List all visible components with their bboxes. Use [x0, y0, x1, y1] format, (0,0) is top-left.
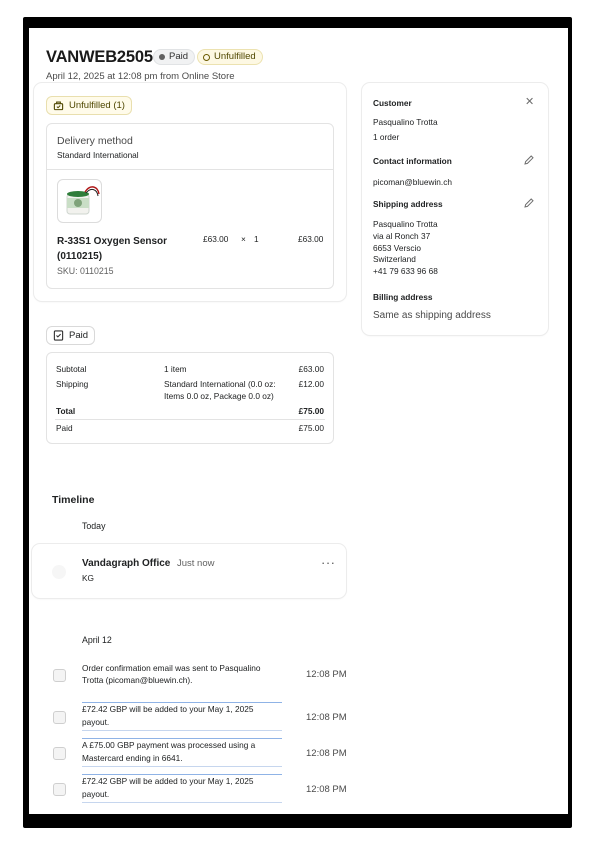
more-horizontal-icon[interactable]: ···: [321, 555, 336, 570]
customer-heading: Customer: [373, 98, 412, 108]
timeline-event-marker: [53, 711, 66, 724]
comment-initials: KG: [82, 573, 94, 583]
product-times-sign: ×: [241, 234, 246, 244]
shipping-address-line: +41 79 633 96 68: [373, 266, 438, 277]
timeline-event-text: [82, 662, 282, 686]
product-unit-price: £63.00: [203, 234, 229, 244]
timeline-event-time: 12:08 PM: [306, 669, 347, 680]
timeline-event-line: payout.: [82, 717, 110, 727]
comment-time: Just now: [177, 558, 215, 569]
customer-name-link[interactable]: Pasqualino Trotta: [373, 117, 438, 127]
timeline-event-line: Trotta (picoman@bluewin.ch).: [82, 675, 193, 685]
shipping-address-line: via al Ronch 37: [373, 230, 431, 241]
edit-shipping-pencil-icon[interactable]: [523, 197, 535, 209]
paid-dot-icon: [159, 54, 165, 60]
timeline-event-marker: [53, 783, 66, 796]
timeline-event-line: £72.42 GBP will be added to your May 1, 2025: [82, 704, 254, 714]
shipping-desc-line2: Items 0.0 oz, Package 0.0 oz): [164, 390, 274, 401]
subtotal-desc: 1 item: [164, 364, 187, 374]
fulfillment-card: [34, 83, 346, 301]
timeline-event-line: Order confirmation email was sent to Pasqualino: [82, 663, 261, 673]
shipping-address-line: Switzerland: [373, 254, 416, 265]
customer-email[interactable]: picoman@bluewin.ch: [373, 177, 452, 187]
product-name-line2: (0110215): [57, 251, 103, 262]
timeline-event-line: A £75.00 GBP payment was processed using a: [82, 740, 256, 750]
delivery-method-heading: Delivery method: [57, 135, 133, 147]
total-value: £75.00: [298, 406, 324, 416]
shipping-value: £12.00: [298, 379, 324, 389]
payment-status-badge: [153, 49, 195, 65]
product-thumbnail[interactable]: [57, 179, 102, 223]
timeline-event-time: 12:08 PM: [306, 712, 347, 723]
product-line-total: £63.00: [298, 234, 324, 244]
delivery-method-value: Standard International: [57, 150, 139, 160]
timeline-event-text: [82, 702, 282, 731]
product-sku: SKU: 0110215: [57, 266, 114, 276]
contact-info-heading: Contact information: [373, 156, 452, 166]
product-name-line1: R-33S1 Oxygen Sensor: [57, 236, 168, 247]
timeline-event-text: [82, 738, 282, 767]
timeline-event-line: Mastercard ending in 6641.: [82, 753, 183, 763]
shipping-label: Shipping: [56, 379, 89, 389]
timeline-event-line: £72.42 GBP will be added to your May 1, 2025: [82, 776, 254, 786]
paid-label: Paid: [56, 423, 73, 433]
fulfillment-status-label: Unfulfilled: [214, 51, 256, 62]
fulfillment-inner-box: [46, 123, 334, 289]
timeline-event-marker: [53, 669, 66, 682]
close-icon[interactable]: ✕: [525, 96, 535, 108]
timeline-event-time: 12:08 PM: [306, 748, 347, 759]
package-icon: [53, 100, 64, 111]
shipping-address-line: Pasqualino Trotta: [373, 219, 438, 229]
timeline-event-line: payout.: [82, 789, 110, 799]
unfulfilled-ring-icon: [203, 54, 210, 61]
paid-divider: [55, 419, 325, 420]
subtotal-value: £63.00: [298, 364, 324, 374]
paid-pill[interactable]: [46, 326, 95, 345]
paid-value: £75.00: [298, 423, 324, 433]
oxygen-sensor-image-icon: [58, 180, 102, 223]
receipt-check-icon: [53, 330, 64, 341]
timeline-date-label: April 12: [82, 635, 112, 645]
timeline-event-marker: [53, 747, 66, 760]
shipping-address-line: 6653 Verscio: [373, 242, 421, 253]
comment-author: Vandagraph Office: [82, 558, 171, 569]
customer-card: [362, 83, 548, 335]
unfulfilled-pill-label: Unfulfilled (1): [69, 100, 125, 111]
payment-status-label: Paid: [169, 51, 189, 62]
paid-pill-label: Paid: [69, 330, 89, 341]
billing-address-value: Same as shipping address: [373, 310, 491, 321]
shipping-desc-line1: Standard International (0.0 oz:: [164, 379, 276, 389]
order-subtitle: April 12, 2025 at 12:08 pm from Online Store: [46, 71, 235, 82]
timeline-event-text: [82, 774, 282, 803]
billing-address-heading: Billing address: [373, 292, 433, 302]
shipping-address-block: [373, 219, 438, 278]
order-title: VANWEB2505: [46, 48, 153, 66]
customer-order-count[interactable]: 1 order: [373, 132, 400, 142]
edit-contact-pencil-icon[interactable]: [523, 154, 535, 166]
product-quantity: 1: [254, 234, 259, 244]
timeline-today-label: Today: [82, 521, 106, 531]
shipping-address-heading: Shipping address: [373, 199, 443, 209]
total-label: Total: [56, 406, 76, 416]
shipping-desc: [164, 379, 276, 402]
fulfillment-status-badge: [197, 49, 263, 65]
delivery-divider: [47, 169, 333, 170]
timeline-heading: Timeline: [52, 494, 95, 506]
payment-summary-box: [46, 352, 334, 444]
timeline-event-time: 12:08 PM: [306, 784, 347, 795]
product-name[interactable]: [57, 234, 167, 264]
subtotal-label: Subtotal: [56, 364, 87, 374]
order-page: [29, 28, 568, 814]
comment-avatar: [52, 565, 66, 579]
unfulfilled-pill[interactable]: [46, 96, 132, 115]
timeline-comment-card: [32, 544, 346, 598]
